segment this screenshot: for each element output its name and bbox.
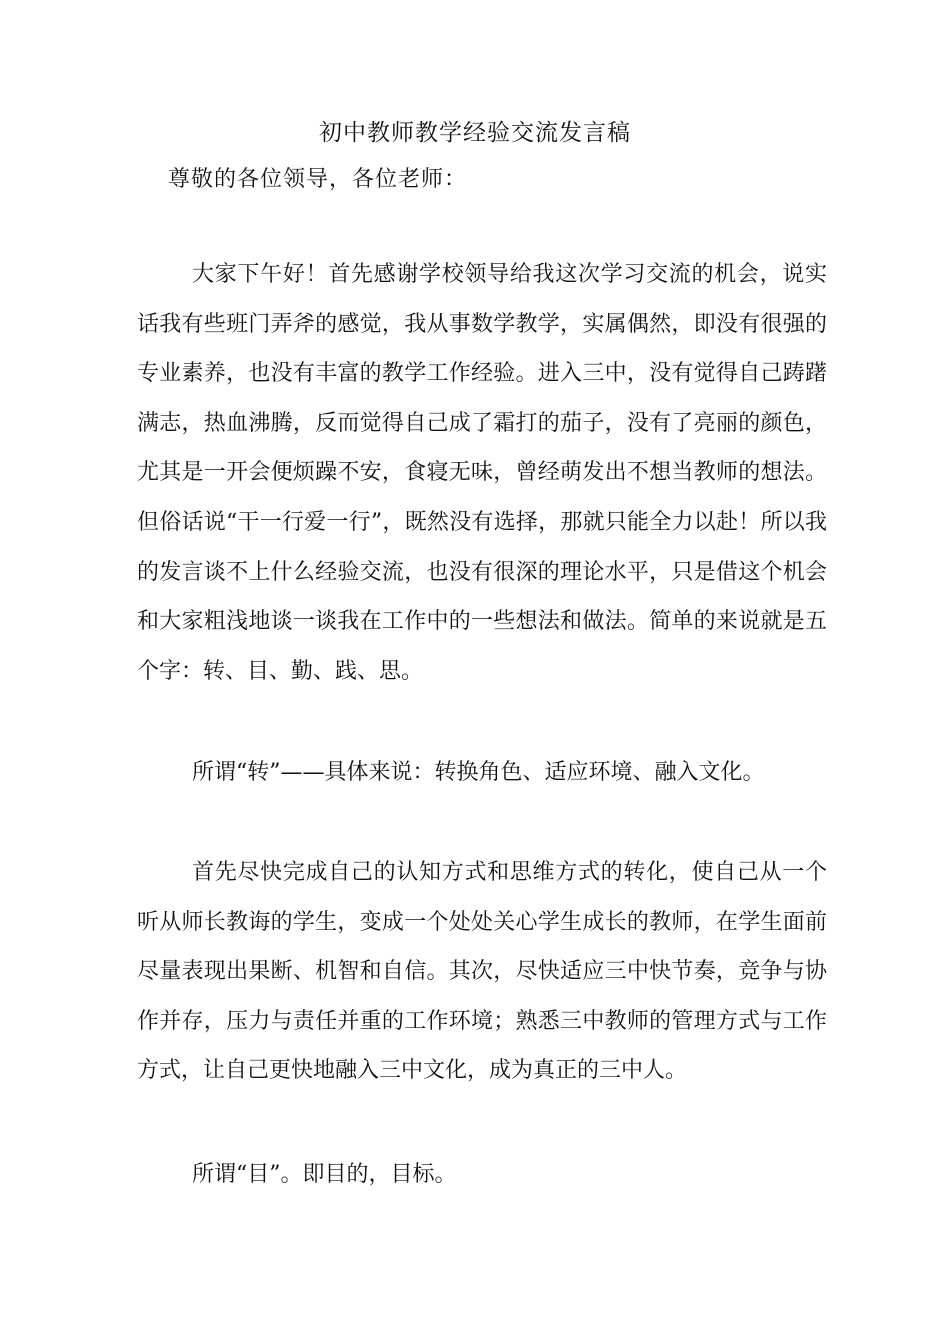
paragraph-zhuan-detail: 首先尽快完成自己的认知方式和思维方式的转化，使自己从一个听从师长教诲的学生，变成一个处处关心学生成长的教师，在学生面前尽量表现出果断、机智和自信。其次，尽快适应三中快节奏，竞争与协作并存，压力与责任并重的工作环境；熟悉三中教师的管理方式与工作方式，让自己更快地融入三中文化，成为真正的三中人。 xyxy=(137,860,827,1084)
paragraph-zhuan-heading: 所谓“转”——具体来说：转换角色、适应环境、融入文化。 xyxy=(192,760,765,785)
greeting-line: 尊敬的各位领导，各位老师： xyxy=(168,167,468,192)
document-title: 初中教师教学经验交流发言稿 xyxy=(319,120,631,146)
paragraph-intro: 大家下午好！首先感谢学校领导给我这次学习交流的机会，说实话我有些班门弄斧的感觉，我从事数学教学，实属偶然，即没有很强的专业素养，也没有丰富的教学工作经验。进入三中，没有觉得自己踌躇满志，热血沸腾，反而觉得自己成了霜打的茄子，没有了亮丽的颜色，尤其是一开会便烦躁不安，食寝无味，曾经萌发出不想当教师的想法。但俗话说“干一行爱一行”，既然没有选择，那就只能全力以赴！所以我的发言谈不上什么经验交流，也没有很深的理论水平，只是借这个机会和大家粗浅地谈一谈我在工作中的一些想法和做法。简单的来说就是五个字：转、目、勤、践、思。 xyxy=(137,262,827,684)
paragraph-mu-heading: 所谓“目”。即目的，目标。 xyxy=(192,1162,457,1187)
